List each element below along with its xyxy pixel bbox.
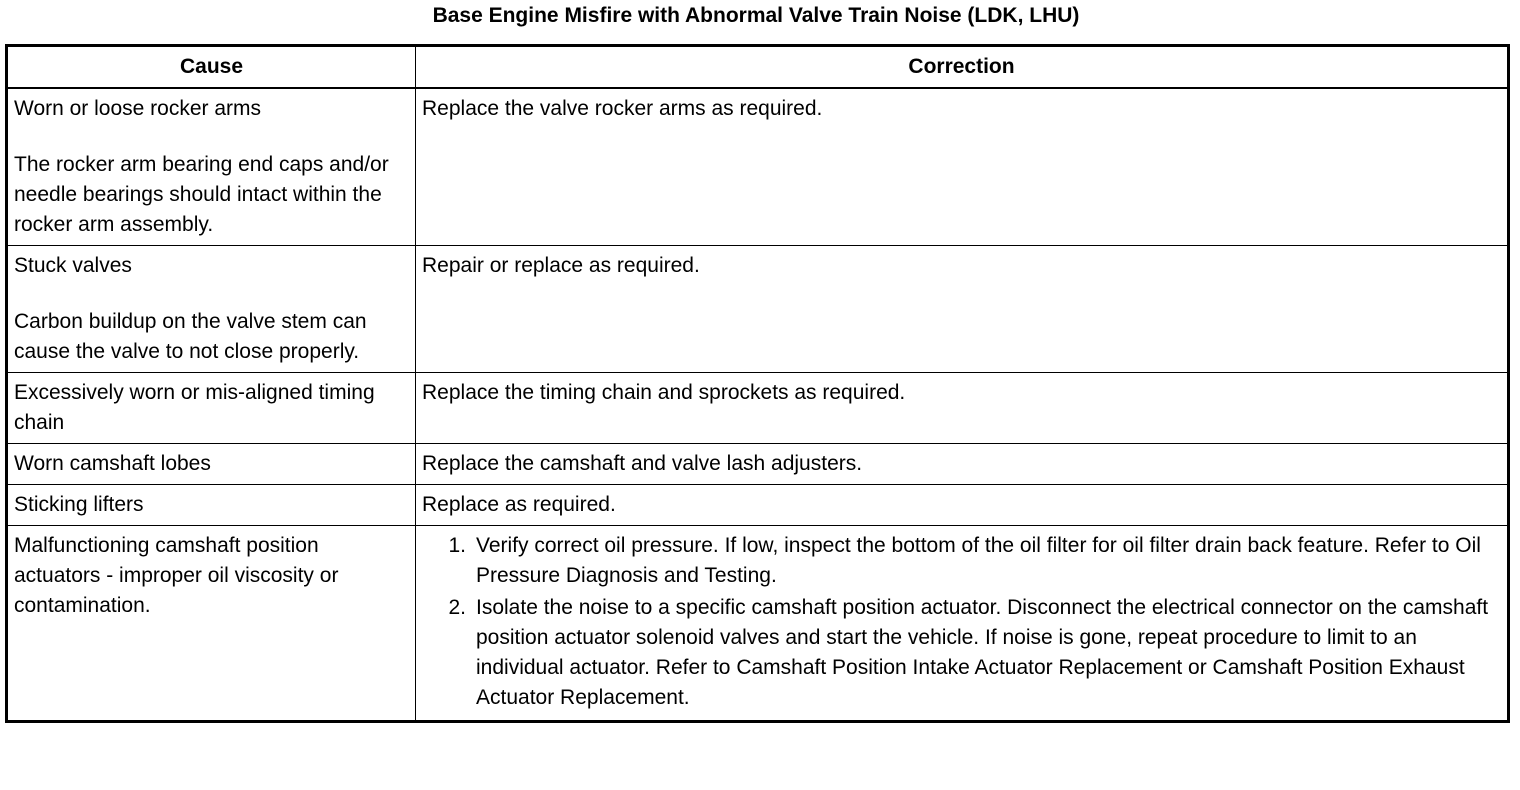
cause-cell (7, 526, 416, 722)
cause-text: Worn or loose rocker arms (14, 97, 262, 120)
correction-cell: Replace the camshaft and valve lash adjusters. (416, 444, 1509, 485)
step-text: Verify correct oil pressure. If low, inspect the bottom of the oil filter for oil filter drain back feature. Refer to Oil Pressure Diagnosis and Testing. (476, 534, 1481, 587)
cause-cell (7, 373, 416, 444)
correction-cell: Replace the valve rocker arms as required. (416, 88, 1509, 246)
cause-text: Excessively worn or mis-aligned timing chain (14, 381, 375, 434)
cause-detail-text: Carbon buildup on the valve stem can cause the valve to not close properly. (14, 310, 367, 363)
correction-step (448, 593, 1501, 713)
cause-text: Worn camshaft lobes (14, 452, 211, 475)
table-row (7, 444, 1509, 485)
correction-steps-list (422, 531, 1501, 713)
table-row (7, 485, 1509, 526)
cause-detail-text: The rocker arm bearing end caps and/or needle bearings should intact within the rocker arm assembly. (14, 153, 389, 236)
diagnosis-table (5, 44, 1510, 723)
step-number: 1. (448, 534, 466, 557)
correction-column-header: Correction (416, 46, 1509, 89)
cause-text: Stuck valves (14, 254, 132, 277)
cause-cell (7, 444, 416, 485)
table-row (7, 373, 1509, 444)
correction-cell: Replace the timing chain and sprockets as required. (416, 373, 1509, 444)
correction-cell: Replace as required. (416, 485, 1509, 526)
cause-column-header: Cause (7, 46, 416, 89)
correction-step (448, 531, 1501, 591)
document-title: Base Engine Misfire with Abnormal Valve Train Noise (LDK, LHU) (432, 4, 1080, 27)
table-header-row (7, 46, 1509, 89)
cause-text: Sticking lifters (14, 493, 144, 516)
cause-cell (7, 246, 416, 373)
step-text: Isolate the noise to a specific camshaft position actuator. Disconnect the electrical connector on the camshaft position actuator solenoid valves and start the vehicle. If noise is gone, repeat procedure to limit to an individual actuator. Refer to Camshaft Position Intake Actuator Replacement or Camshaft Position Exhaust Actuator Replacement. (476, 596, 1489, 709)
table-row (7, 88, 1509, 246)
cause-cell (7, 88, 416, 246)
table-row (7, 526, 1509, 722)
correction-cell (416, 526, 1509, 722)
correction-cell: Repair or replace as required. (416, 246, 1509, 373)
step-number: 2. (448, 596, 466, 619)
cause-cell (7, 485, 416, 526)
table-row (7, 246, 1509, 373)
cause-text: Malfunctioning camshaft position actuators - improper oil viscosity or contamination. (14, 534, 339, 617)
